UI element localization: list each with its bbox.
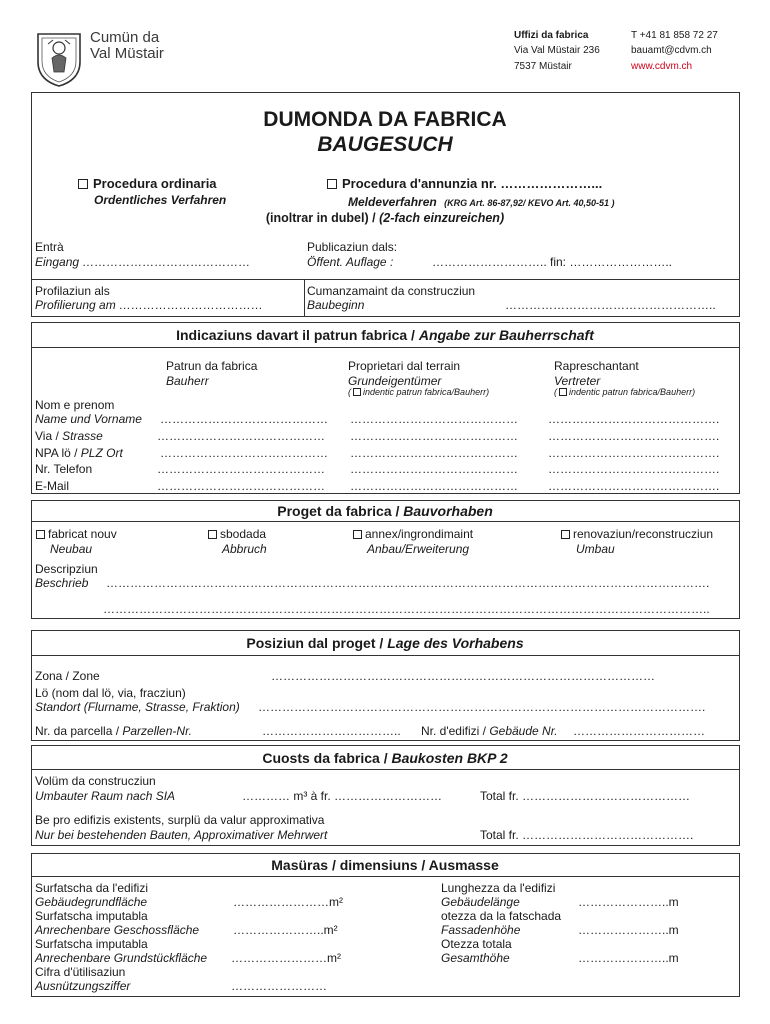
- row-name-representative-field[interactable]: …………………………………….: [548, 412, 720, 426]
- place-label: Lö (nom dal lö, via, fracziun): [35, 686, 186, 700]
- facade-height-field[interactable]: …………………..m: [578, 923, 679, 937]
- start-field[interactable]: ……………………………………………..: [505, 298, 716, 312]
- total-height-label-de: Gesamthöhe: [441, 951, 510, 965]
- row-zip-landowner-field[interactable]: ……………………………………: [350, 446, 518, 460]
- floor-area-field[interactable]: …………………..m²: [233, 923, 338, 937]
- floor-area-label-de: Anrechenbare Geschossfläche: [35, 923, 200, 937]
- start-label-de: Baubeginn: [307, 298, 365, 312]
- parcel-label: Nr. da parcella / Parzellen-Nr.: [35, 724, 192, 738]
- project-heading: Proget da fabrica / Bauvorhaben: [277, 503, 493, 519]
- plot-area-field[interactable]: ……………………m²: [231, 951, 341, 965]
- parcel-field[interactable]: ……………………………..: [262, 724, 401, 738]
- col-landowner-note[interactable]: ( indentic patrun fabrica/Bauherr): [348, 387, 490, 397]
- option-demolition[interactable]: sbodada: [208, 527, 266, 541]
- page-title: DUMONDA DA FABRICA: [263, 108, 507, 131]
- volume-label: Volüm da construcziun: [35, 774, 156, 788]
- building-number-label: Nr. d'edifizi / Gebäude Nr.: [421, 724, 558, 738]
- utilization-field[interactable]: ……………………: [231, 979, 327, 993]
- costs-heading: Cuosts da fabrica / Baukosten BKP 2: [262, 750, 508, 766]
- checkbox-renovation[interactable]: [561, 530, 570, 539]
- footprint-label: Surfatscha da l'edifizi: [35, 881, 149, 895]
- length-field[interactable]: …………………..m: [578, 895, 679, 909]
- row-zip-label: NPA lö / PLZ Ort: [35, 446, 123, 460]
- office-city: 7537 Müstair: [514, 61, 572, 72]
- col-representative-note[interactable]: ( indentic patrun fabrica/Bauherr): [554, 387, 696, 397]
- profile-field[interactable]: Profilierung am ………………………………: [35, 298, 264, 312]
- row-phone-label: Nr. Telefon: [35, 462, 93, 476]
- floor-area-label: Surfatscha imputabla: [35, 909, 148, 923]
- plot-area-label-de: Anrechenbare Grundstückfläche: [35, 951, 208, 965]
- total-height-label: Otezza totala: [441, 937, 512, 951]
- entry-field[interactable]: Eingang ……………………………………: [35, 255, 251, 269]
- row-street-label: Via / Strasse: [35, 429, 103, 443]
- row-street-landowner-field[interactable]: ……………………………………: [350, 429, 518, 443]
- footprint-label-de: Gebäudegrundfläche: [35, 895, 148, 909]
- page-subtitle: BAUGESUCH: [317, 133, 453, 156]
- zone-field[interactable]: ……………………………………………………………………………………: [271, 669, 655, 683]
- checkbox-extension[interactable]: [353, 530, 362, 539]
- row-name-landowner-field[interactable]: ……………………………………: [350, 412, 518, 426]
- description-label: Descripziun: [35, 562, 98, 576]
- row-email-label: E-Mail: [35, 479, 70, 493]
- location-heading: Posiziun dal proget / Lage des Vorhabens: [246, 635, 524, 651]
- existing-label: Be pro edifizis existents, surplü da valur approximativa: [35, 813, 325, 827]
- publication-label: Publicaziun dals:: [307, 240, 398, 254]
- procedure-notice-de: Meldeverfahren (KRG Art. 86-87,92/ KEVO Art. 40,50-51 ): [348, 195, 615, 209]
- total-added-value-field[interactable]: Total fr. …………………………………….: [480, 828, 694, 842]
- checkbox-notice[interactable]: [327, 179, 337, 189]
- place-field[interactable]: ………………………………………………………………………………………………….: [258, 700, 706, 714]
- option-new-building[interactable]: fabricat nouv: [36, 527, 117, 541]
- description-label-de: Beschrieb: [35, 576, 89, 590]
- utilization-label: Cifra d'ütilisaziun: [35, 965, 126, 979]
- email[interactable]: bauamt@cdvm.ch: [631, 45, 712, 56]
- col-owner-label: Patrun da fabrica: [166, 359, 258, 373]
- footprint-field[interactable]: ……………………m²: [233, 895, 343, 909]
- row-phone-landowner-field[interactable]: ……………………………………: [350, 462, 518, 476]
- website-link[interactable]: www.cdvm.ch: [631, 61, 693, 72]
- col-landowner-label-de: Grundeigentümer: [348, 374, 442, 388]
- procedure-ordinary[interactable]: Procedura ordinaria: [78, 176, 217, 192]
- option-renovation[interactable]: renovaziun/reconstrucziun: [561, 527, 713, 541]
- option-extension[interactable]: annex/ingrondimaint: [353, 527, 473, 541]
- row-email-owner-field[interactable]: ……………………………………: [157, 479, 325, 493]
- plot-area-label: Surfatscha imputabla: [35, 937, 148, 951]
- option-extension-de: Anbau/Erweiterung: [367, 542, 470, 556]
- row-name-label: Nom e prenom: [35, 398, 115, 412]
- publication-field[interactable]: ……………………….. fin: ……………………..: [432, 255, 673, 269]
- length-label: Lunghezza da l'edifizi: [441, 881, 556, 895]
- row-zip-representative-field[interactable]: …………………………………….: [548, 446, 720, 460]
- profile-label: Profilaziun als: [35, 284, 110, 298]
- row-name-owner-field[interactable]: ……………………………………: [160, 412, 328, 426]
- col-landowner-label: Proprietari dal terrain: [348, 359, 461, 373]
- row-email-landowner-field[interactable]: ……………………………………: [350, 479, 518, 493]
- phone: T +41 81 858 72 27: [631, 30, 718, 41]
- utilization-label-de: Ausnützungsziffer: [35, 979, 131, 993]
- checkbox-landowner-same[interactable]: [353, 388, 361, 396]
- logo-line-2: Val Müstair: [90, 45, 164, 62]
- checkbox-new-building[interactable]: [36, 530, 45, 539]
- option-demolition-de: Abbruch: [222, 542, 267, 556]
- row-street-representative-field[interactable]: …………………………………….: [548, 429, 720, 443]
- existing-label-de: Nur bei bestehenden Bauten, Approximativer Mehrwert: [35, 828, 328, 842]
- facade-height-label: otezza da la fatschada: [441, 909, 562, 923]
- volume-price-field[interactable]: ………… m³ à fr. ………………………: [242, 789, 443, 803]
- row-name-label-de: Name und Vorname: [35, 412, 142, 426]
- total-volume-field[interactable]: Total fr. ……………………………………: [480, 789, 691, 803]
- municipality-logo: [34, 28, 84, 88]
- publication-label-de: Öffent. Auflage :: [307, 255, 394, 269]
- row-street-owner-field[interactable]: ……………………………………: [157, 429, 325, 443]
- row-phone-representative-field[interactable]: …………………………………….: [548, 462, 720, 476]
- building-number-field[interactable]: ……………………………: [573, 724, 705, 738]
- option-renovation-de: Umbau: [576, 542, 615, 556]
- place-label-de: Standort (Flurname, Strasse, Fraktion): [35, 700, 240, 714]
- office-street: Via Val Müstair 236: [514, 45, 600, 56]
- row-email-representative-field[interactable]: …………………………………….: [548, 479, 720, 493]
- zone-label: Zona / Zone: [35, 669, 100, 683]
- col-owner-label-de: Bauherr: [166, 374, 209, 388]
- col-representative-label: Rapreschantant: [554, 359, 639, 373]
- checkbox-representative-same[interactable]: [559, 388, 567, 396]
- description-field-line-2[interactable]: ……………………………………………………………………………………………………………………………………..: [103, 602, 710, 616]
- row-zip-owner-field[interactable]: ……………………………………: [160, 446, 328, 460]
- option-new-building-de: Neubau: [50, 542, 93, 556]
- entry-label: Entrà: [35, 240, 64, 254]
- row-phone-owner-field[interactable]: ……………………………………: [157, 462, 325, 476]
- col-representative-label-de: Vertreter: [554, 374, 601, 388]
- owner-heading: Indicaziuns davart il patrun fabrica / Angabe zur Bauherrschaft: [176, 327, 594, 343]
- office-title: Uffizi da fabrica: [514, 30, 589, 41]
- coat-of-arms-icon: [34, 28, 84, 88]
- logo-line-1: Cumün da: [90, 29, 160, 46]
- duplicate-note: (inoltrar in dubel) / (2-fach einzureichen): [265, 211, 505, 225]
- total-height-field[interactable]: …………………..m: [578, 951, 679, 965]
- length-label-de: Gebäudelänge: [441, 895, 520, 909]
- volume-label-de: Umbauter Raum nach SIA: [35, 789, 176, 803]
- facade-height-label-de: Fassadenhöhe: [441, 923, 521, 937]
- checkbox-demolition[interactable]: [208, 530, 217, 539]
- description-field-line-1[interactable]: …………………………………………………………………………………………………………………………………….: [106, 576, 710, 590]
- procedure-notice[interactable]: Procedura d'annunzia nr. …………………...: [327, 176, 602, 192]
- procedure-ordinary-de: Ordentliches Verfahren: [94, 193, 227, 207]
- dimensions-heading: Masüras / dimensiuns / Ausmasse: [271, 857, 499, 873]
- start-label: Cumanzamaint da construcziun: [307, 284, 476, 298]
- checkbox-ordinary[interactable]: [78, 179, 88, 189]
